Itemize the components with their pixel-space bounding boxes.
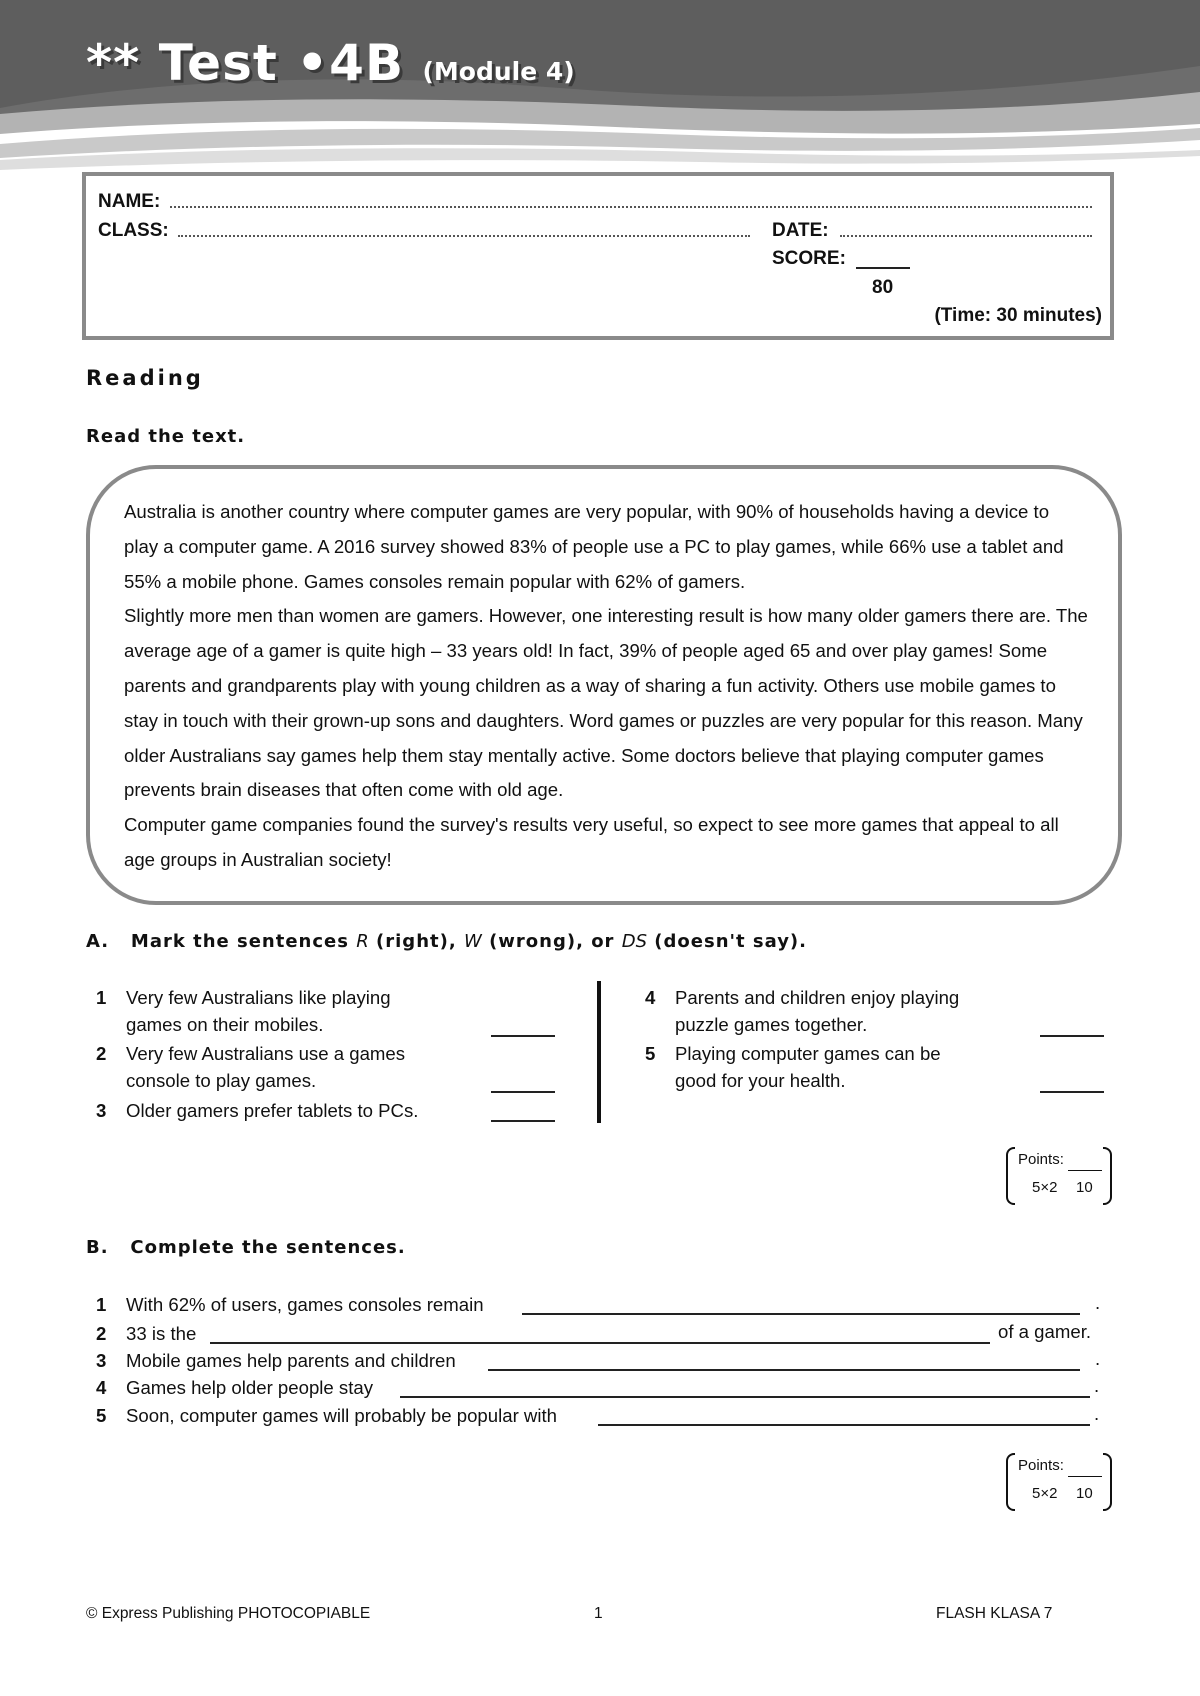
item-number: 1	[96, 987, 107, 1008]
item-end: .	[1094, 1403, 1100, 1424]
bracket-right	[1103, 1147, 1112, 1205]
item-number: 2	[96, 1043, 107, 1064]
footer-copyright: © Express Publishing PHOTOCOPIABLE	[86, 1605, 371, 1622]
item-text-line-1: Older gamers prefer tablets to PCs.	[126, 1100, 419, 1121]
name-field[interactable]	[170, 206, 1092, 208]
item-end: .	[1095, 1348, 1101, 1369]
item-text: Soon, computer games will probably be popular with	[126, 1405, 557, 1426]
class-field[interactable]	[178, 235, 750, 237]
answer-line-b3[interactable]	[488, 1369, 1080, 1371]
exercise-b-instruction	[86, 1237, 406, 1258]
points-box-a	[1006, 1147, 1112, 1205]
points-field[interactable]	[1068, 1476, 1102, 1477]
answer-line-b2[interactable]	[210, 1342, 990, 1344]
date-field[interactable]	[840, 235, 1092, 237]
points-calc: 5×2	[1032, 1485, 1058, 1502]
item-end: .	[1094, 1375, 1100, 1396]
item-number: 5	[645, 1043, 656, 1064]
item-text: With 62% of users, games consoles remain	[126, 1294, 484, 1315]
exercise-b-letter: B.	[86, 1237, 109, 1258]
points-label: Points:	[1018, 1457, 1064, 1474]
answer-blank-a3[interactable]	[491, 1120, 555, 1122]
answer-line-b5[interactable]	[598, 1424, 1090, 1426]
bracket-left	[1006, 1147, 1015, 1205]
item-number: 3	[96, 1350, 107, 1371]
item-text-line-1: Playing computer games can be	[675, 1043, 941, 1064]
item-text-line-2: good for your health.	[675, 1070, 846, 1091]
item-text-line-1: Very few Australians use a games	[126, 1043, 406, 1064]
points-total: 10	[1076, 1179, 1093, 1196]
title-test-code: 4B	[329, 34, 405, 92]
test-title	[86, 34, 575, 92]
item-end: of a gamer.	[998, 1321, 1092, 1342]
code-ds-desc: (doesn't say).	[654, 931, 807, 952]
points-total: 10	[1076, 1485, 1093, 1502]
points-label: Points:	[1018, 1151, 1064, 1168]
section-title-reading: Reading	[86, 366, 204, 390]
answer-blank-a4[interactable]	[1040, 1035, 1104, 1037]
item-number: 5	[96, 1405, 107, 1426]
item-end: .	[1095, 1292, 1101, 1313]
item-number: 4	[96, 1377, 107, 1398]
exercise-b-text: Complete the sentences.	[130, 1237, 406, 1258]
points-box-b	[1006, 1453, 1112, 1511]
code-w-desc: (wrong), or	[489, 931, 615, 952]
score-label: SCORE:	[772, 248, 846, 269]
item-text: Mobile games help parents and children	[126, 1350, 456, 1371]
answer-blank-a2[interactable]	[491, 1091, 555, 1093]
bracket-left	[1006, 1453, 1015, 1511]
footer-course: FLASH KLASA 7	[936, 1605, 1053, 1622]
answer-line-b1[interactable]	[522, 1313, 1080, 1315]
item-text-line-2: puzzle games together.	[675, 1014, 868, 1035]
item-number: 1	[96, 1294, 107, 1315]
item-text-line-2: games on their mobiles.	[126, 1014, 324, 1035]
exercise-a-letter: A.	[86, 931, 110, 952]
reading-instruction: Read the text.	[86, 426, 246, 447]
name-label: NAME:	[98, 191, 161, 212]
points-calc: 5×2	[1032, 1179, 1058, 1196]
exercise-a-instruction	[86, 931, 807, 952]
date-label: DATE:	[772, 220, 829, 241]
item-text-line-2: console to play games.	[126, 1070, 317, 1091]
reading-passage	[86, 465, 1122, 905]
score-total: 80	[872, 277, 894, 298]
code-ds: DS	[621, 931, 648, 952]
bracket-right	[1103, 1453, 1112, 1511]
passage-paragraph-3: Computer game companies found the survey's results very useful, so expect to see more games that appeal to all age groups in Australian society!	[124, 814, 1059, 870]
time-limit: (Time: 30 minutes)	[934, 305, 1102, 326]
title-stars: **	[86, 34, 141, 92]
passage-paragraph-1: Australia is another country where computer games are very popular, with 90% of households having a device to play a computer game. A 2016 survey showed 83% of people use a PC to play games, while 66% use a tablet and 55% a mobile phone. Games consoles remain popular with 62% of gamers.	[124, 501, 1064, 592]
answer-line-b4[interactable]	[400, 1396, 1090, 1398]
title-test-label: Test	[158, 34, 278, 92]
code-w: W	[463, 931, 482, 952]
title-module: (Module 4)	[422, 57, 575, 86]
passage-paragraph-2: Slightly more men than women are gamers. However, one interesting result is how many older gamers there are. The average age of a gamer is quite high – 33 years old! In fact, 39% of people aged 65 and over play games! Some parents and grandparents play with young children as a way of sharing a fun activity. Others use mobile games to stay in touch with their grown-up sons and daughters. Word games or puzzles are very popular for this reason. Many older Australians say games help them stay mentally active. Some doctors believe that playing computer games prevents brain diseases that often come with old age.	[124, 605, 1088, 801]
code-r-desc: (right),	[376, 931, 457, 952]
title-bullet: •	[296, 34, 330, 92]
header-banner	[0, 0, 1200, 175]
answer-blank-a5[interactable]	[1040, 1091, 1104, 1093]
code-r: R	[356, 931, 369, 952]
item-number: 3	[96, 1100, 107, 1121]
footer-page-number: 1	[594, 1605, 603, 1622]
answer-blank-a1[interactable]	[491, 1035, 555, 1037]
item-text: 33 is the	[126, 1323, 197, 1344]
item-number: 4	[645, 987, 656, 1008]
class-label: CLASS:	[98, 220, 169, 241]
item-text-line-1: Very few Australians like playing	[126, 987, 391, 1008]
exercise-a-text: Mark the sentences	[130, 931, 349, 952]
item-text: Games help older people stay	[126, 1377, 374, 1398]
points-field[interactable]	[1068, 1170, 1102, 1171]
score-field[interactable]	[856, 267, 910, 269]
column-divider	[597, 981, 601, 1123]
item-text-line-1: Parents and children enjoy playing	[675, 987, 960, 1008]
item-number: 2	[96, 1323, 107, 1344]
